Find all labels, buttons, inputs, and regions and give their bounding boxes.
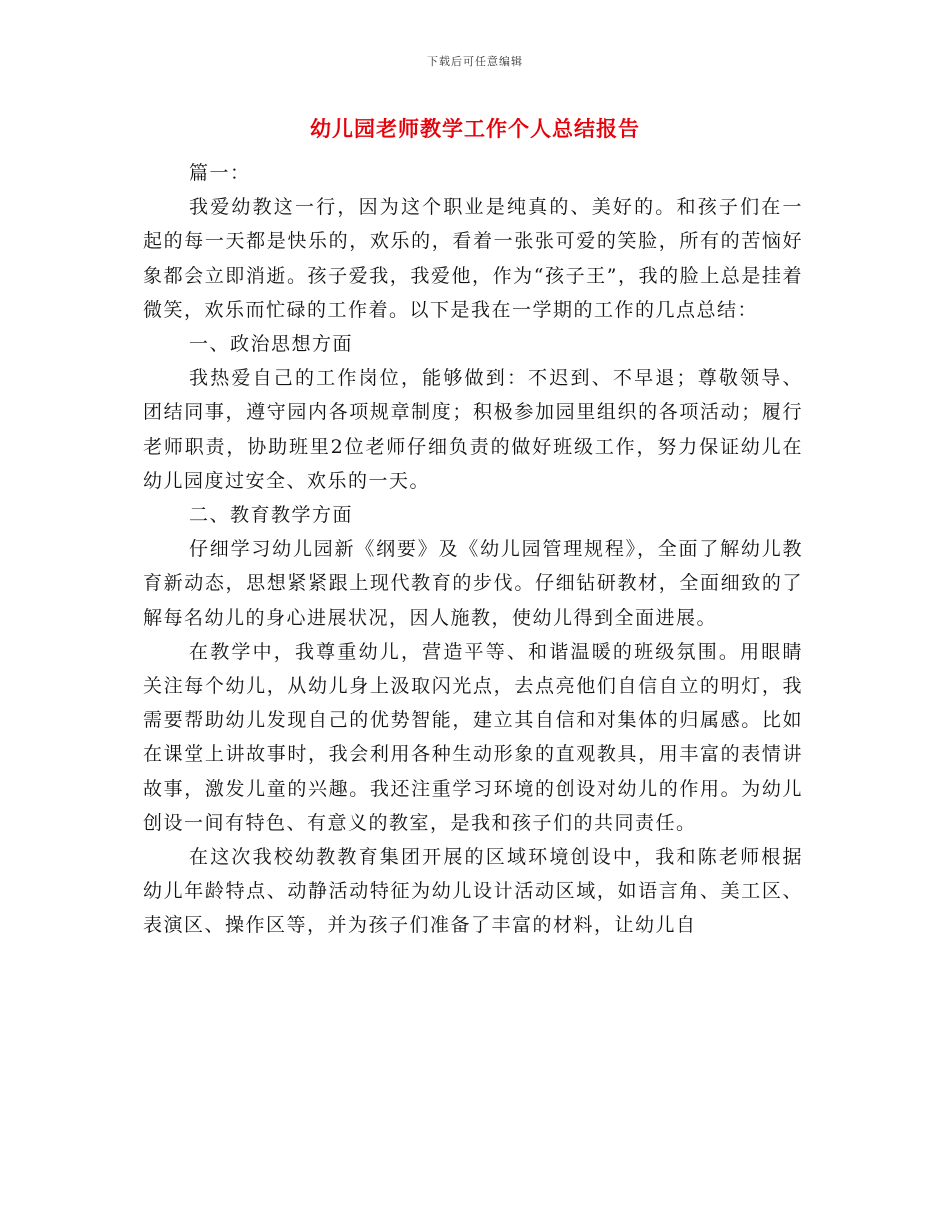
document-title: 幼儿园老师教学工作个人总结报告 [310, 116, 640, 141]
heading-political-thought: 一、政治思想方面 [189, 333, 354, 356]
heading-education-teaching: 二、教育教学方面 [189, 504, 354, 527]
paragraph-political-thought: 我热爱自己的工作岗位，能够做到：不迟到、不早退；尊敬领导、团结同事，遵守园内各项规章制度；积极参加园里组织的各项活动；履行老师职责，协助班里2位老师仔细负责的做好班级工作，努力保证幼儿在幼儿园度过安全、欢乐的一天。 [143, 367, 803, 492]
page-header-note: 下载后可任意编辑 [427, 55, 523, 68]
paragraph-intro: 我爱幼教这一行，因为这个职业是纯真的、美好的。和孩子们在一起的每一天都是快乐的，欢乐的，看着一张张可爱的笑脸，所有的苦恼好象都会立即消逝。孩子爱我，我爱他，作为“孩子王”，我的脸上总是挂着微笑，欢乐而忙碌的工作着。以下是我在一学期的工作的几点总结： [143, 196, 803, 321]
paragraph-teaching: 在教学中，我尊重幼儿，营造平等、和谐温暖的班级氛围。用眼睛关注每个幼儿，从幼儿身上汲取闪光点，去点亮他们自信自立的明灯，我需要帮助幼儿发现自己的优势智能，建立其自信和对集体的归属感。比如在课堂上讲故事时，我会利用各种生动形象的直观教具，用丰富的表情讲故事，激发儿童的兴趣。我还注重学习环境的创设对幼儿的作用。为幼儿创设一间有特色、有意义的教室，是我和孩子们的共同责任。 [143, 640, 803, 834]
paragraph-study: 仔细学习幼儿园新《纲要》及《幼儿园管理规程》，全面了解幼儿教育新动态，思想紧紧跟上现代教育的步伐。仔细钻研教材，全面细致的了解每名幼儿的身心进展状况，因人施教，使幼儿得到全面进展。 [143, 538, 803, 629]
paragraph-section-label: 篇一： [189, 162, 251, 184]
paragraph-environment: 在这次我校幼教教育集团开展的区域环境创设中，我和陈老师根据幼儿年龄特点、动静活动特征为幼儿设计活动区域，如语言角、美工区、表演区、操作区等，并为孩子们准备了丰富的材料，让幼儿自 [143, 846, 803, 937]
document-body [143, 156, 803, 943]
